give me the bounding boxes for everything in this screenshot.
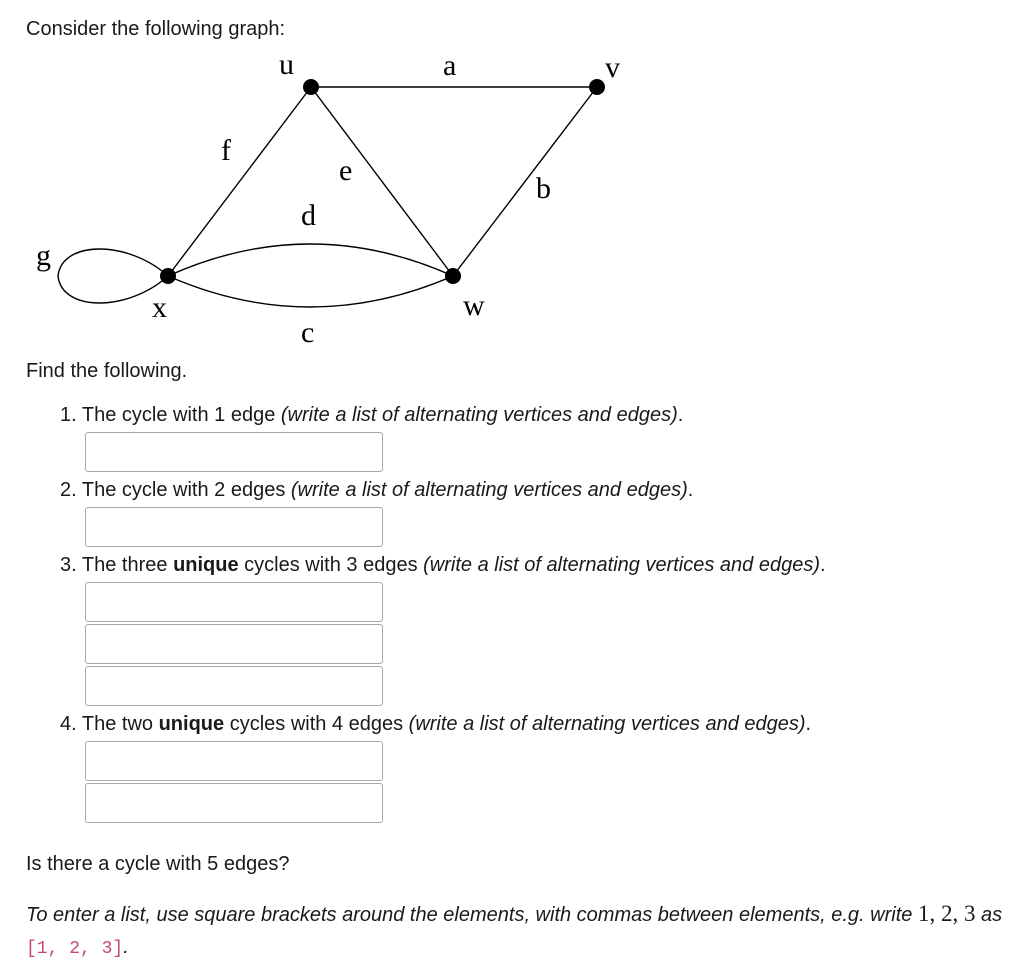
edge-label-d: d <box>301 199 316 232</box>
edge-label-c: c <box>301 316 315 349</box>
vertex-v <box>589 79 605 95</box>
answer-input-3c[interactable] <box>85 666 383 706</box>
vertex-label-v: v <box>605 51 620 84</box>
question-1: 1. The cycle with 1 edge (write a list of alternating vertices and edges). <box>60 404 684 426</box>
edge-label-a: a <box>443 50 457 82</box>
answer-input-4b[interactable] <box>85 783 383 823</box>
five-edge-question: Is there a cycle with 5 edges? <box>26 853 290 875</box>
math-example: 1, 2, 3 <box>917 901 976 926</box>
vertex-label-u: u <box>279 50 294 81</box>
edge-e <box>311 87 453 276</box>
question-4: 4. The two unique cycles with 4 edges (write a list of alternating vertices and edges). <box>60 713 812 735</box>
edge-d <box>168 244 453 276</box>
answer-input-4a[interactable] <box>85 741 383 781</box>
edge-label-g: g <box>36 239 51 272</box>
code-example: [1, 2, 3] <box>26 939 124 959</box>
edge-c <box>168 276 453 307</box>
edge-f <box>168 87 311 276</box>
graph-figure <box>0 50 660 350</box>
list-entry-note: To enter a list, use square brackets around the elements, with commas between elements, e.g. write 1, 2, 3 as [1, 2, 3]. <box>26 901 1003 959</box>
answer-input-1[interactable] <box>85 432 383 472</box>
vertex-u <box>303 79 319 95</box>
answer-input-3a[interactable] <box>85 582 383 622</box>
vertex-w <box>445 268 461 284</box>
vertex-label-x: x <box>152 291 167 324</box>
intro-text: Consider the following graph: <box>26 18 286 40</box>
edge-label-e: e <box>339 154 353 187</box>
answer-input-3b[interactable] <box>85 624 383 664</box>
vertex-label-w: w <box>463 289 485 322</box>
question-2: 2. The cycle with 2 edges (write a list of alternating vertices and edges). <box>60 479 694 501</box>
edge-label-f: f <box>221 134 231 167</box>
edge-label-b: b <box>536 172 551 205</box>
find-text: Find the following. <box>26 360 188 382</box>
vertex-x <box>160 268 176 284</box>
edge-b <box>453 87 597 276</box>
answer-input-2[interactable] <box>85 507 383 547</box>
question-3: 3. The three unique cycles with 3 edges (write a list of alternating vertices and edges). <box>60 554 826 576</box>
